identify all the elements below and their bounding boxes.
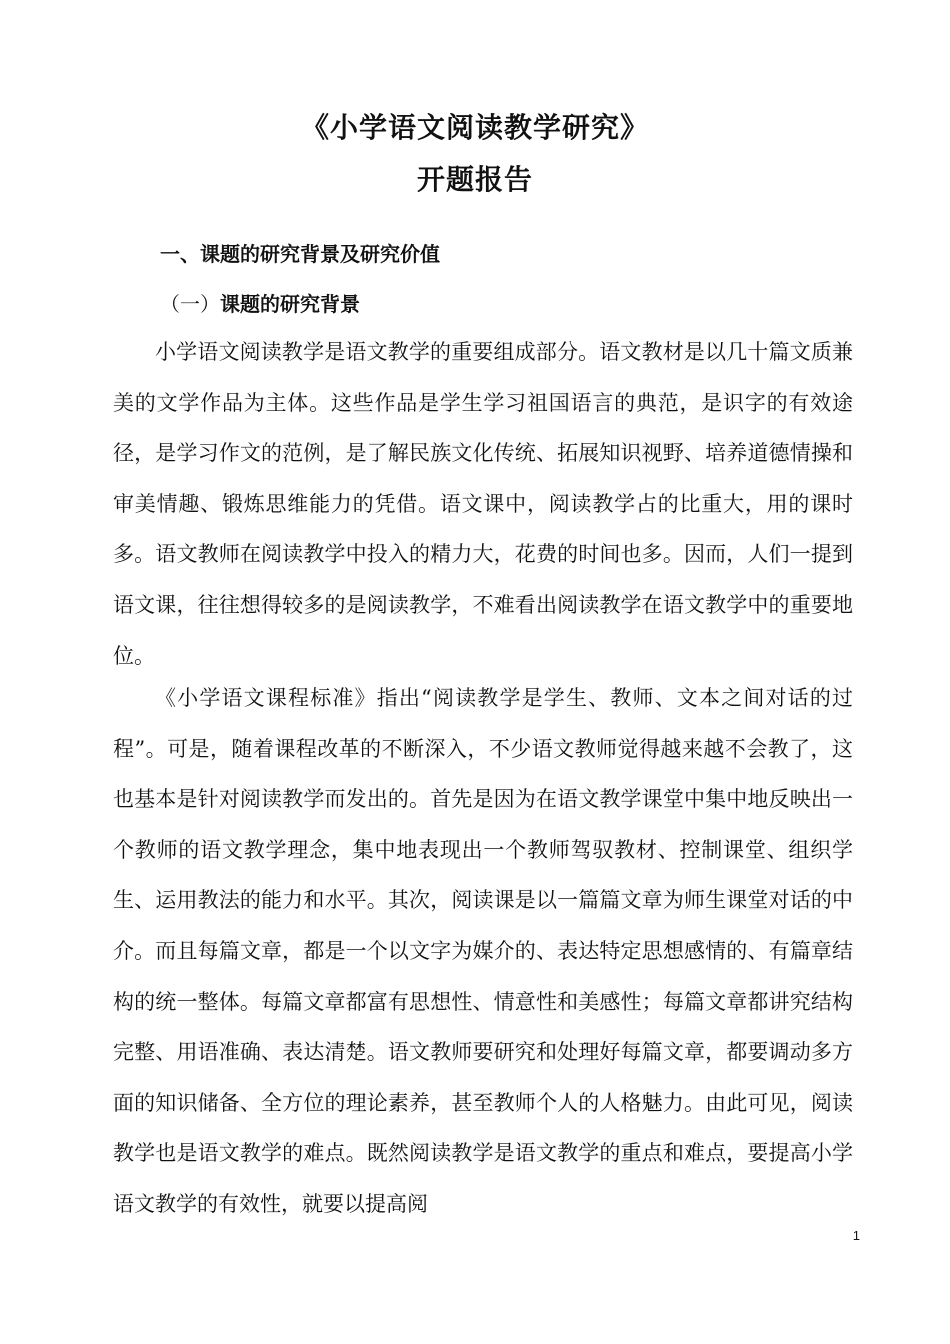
document-title: 《小学语文阅读教学研究》 (300, 111, 649, 144)
document-subtitle: 开题报告 (416, 163, 533, 196)
paragraph-2: 《小学语文课程标准》指出“阅读教学是学生、教师、文本之间对话的过程”。可是，随着课程改革的不断深入，不少语文教师觉得越来越不会教了，这也基本是针对阅读教学而发出的。首先是因为在语文教学课堂中集中地反映出一个教师的语文教学理念，集中地表现出一个教师驾驭教材、控制课堂、组织学生、运用教法的能力和水平。其次，阅读课是以一篇篇文章为师生课堂对话的中介。而且每篇文章，都是一个以文字为媒介的、表达特定思想感情的、有篇章结构的统一整体。每篇文章都富有思想性、情意性和美感性；每篇文章都讲究结构完整、用语准确、表达清楚。语文教师要研究和处理好每篇文章，都要调动多方面的知识储备、全方位的理论素养，甚至教师个人的人格魅力。由此可见，阅读教学也是语文教学的难点。既然阅读教学是语文教学的重点和难点，要提高小学语文教学的有效性，就要以提高阅 (113, 686, 853, 1216)
subsection-heading (160, 288, 360, 317)
subsection-prefix: （一） (160, 292, 220, 316)
section-heading: 一、课题的研究背景及研究价值 (160, 242, 440, 266)
subsection-title: 课题的研究背景 (220, 292, 360, 316)
page-number: 1 (852, 1228, 860, 1243)
paragraph-1: 小学语文阅读教学是语文教学的重要组成部分。语文教材是以几十篇文质兼美的文学作品为主体。这些作品是学生学习祖国语言的典范，是识字的有效途径，是学习作文的范例，是了解民族文化传统、拓展知识视野、培养道德情操和审美情趣、锻炼思维能力的凭借。语文课中，阅读教学占的比重大，用的课时多。语文教师在阅读教学中投入的精力大，花费的时间也多。因而，人们一提到语文课，往往想得较多的是阅读教学，不难看出阅读教学在语文教学中的重要地位。 (113, 340, 853, 668)
